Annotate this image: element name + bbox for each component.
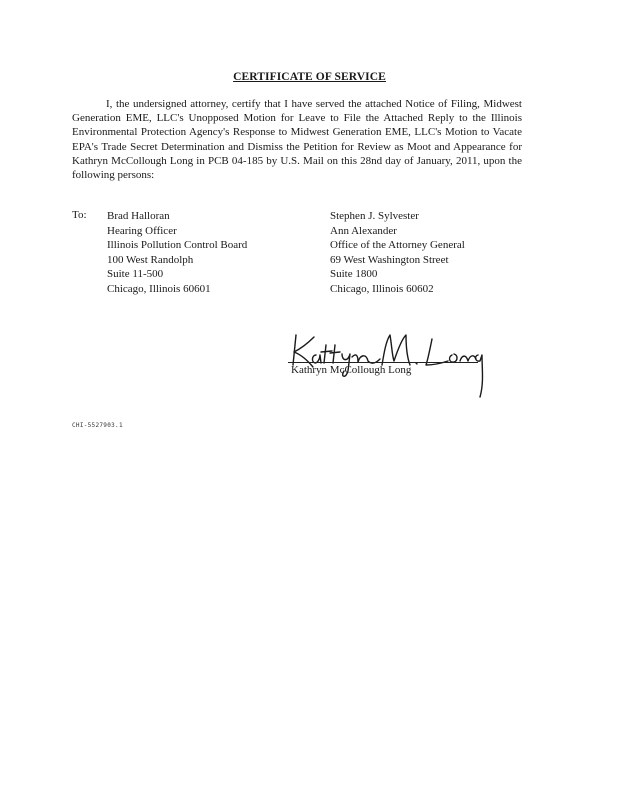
document-id: CHI-5527903.1 — [72, 422, 123, 429]
recipient-2-line: Office of the Attorney General — [330, 239, 465, 251]
to-label: To: — [72, 209, 87, 221]
recipient-1-line: Brad Halloran — [107, 210, 170, 222]
recipient-1-line: Hearing Officer — [107, 224, 177, 237]
recipient-2-line: Chicago, Illinois 60602 — [330, 282, 434, 295]
recipient-2-line: Ann Alexander — [330, 224, 397, 237]
recipient-2-line: Stephen J. Sylvester — [330, 210, 419, 222]
recipient-2-line: Suite 1800 — [330, 268, 378, 280]
signer-name: Kathryn McCollough Long — [291, 364, 412, 376]
certificate-title: CERTIFICATE OF SERVICE — [233, 71, 386, 83]
recipient-1-line: Suite 11-500 — [107, 268, 164, 280]
recipient-1-line: Illinois Pollution Control Board — [107, 239, 248, 251]
certificate-body: I, the undersigned attorney, certify that I have served the attached Notice of Filing, Midwest Generation EME, LLC's Unopposed Motion for Leave to File the Attached Reply to the Illinois Environmental Protection Agency's Response to Midwest Generation EME, LLC's Motion to Vacate EPA's Trade Secret Determination and Dismiss the Petition for Review as Moot and Appearance for Kathryn McCollough Long in PCB 04-185 by U.S. Mail on this 28nd day of January, 2011, upon the following persons: — [72, 98, 522, 182]
recipient-address-1 — [107, 209, 247, 296]
signature-line — [288, 362, 478, 363]
recipient-1-line: 100 West Randolph — [107, 253, 194, 266]
recipient-2-line: 69 West Washington Street — [330, 253, 449, 266]
recipient-address-2 — [330, 209, 465, 296]
recipient-1-line: Chicago, Illinois 60601 — [107, 282, 211, 295]
